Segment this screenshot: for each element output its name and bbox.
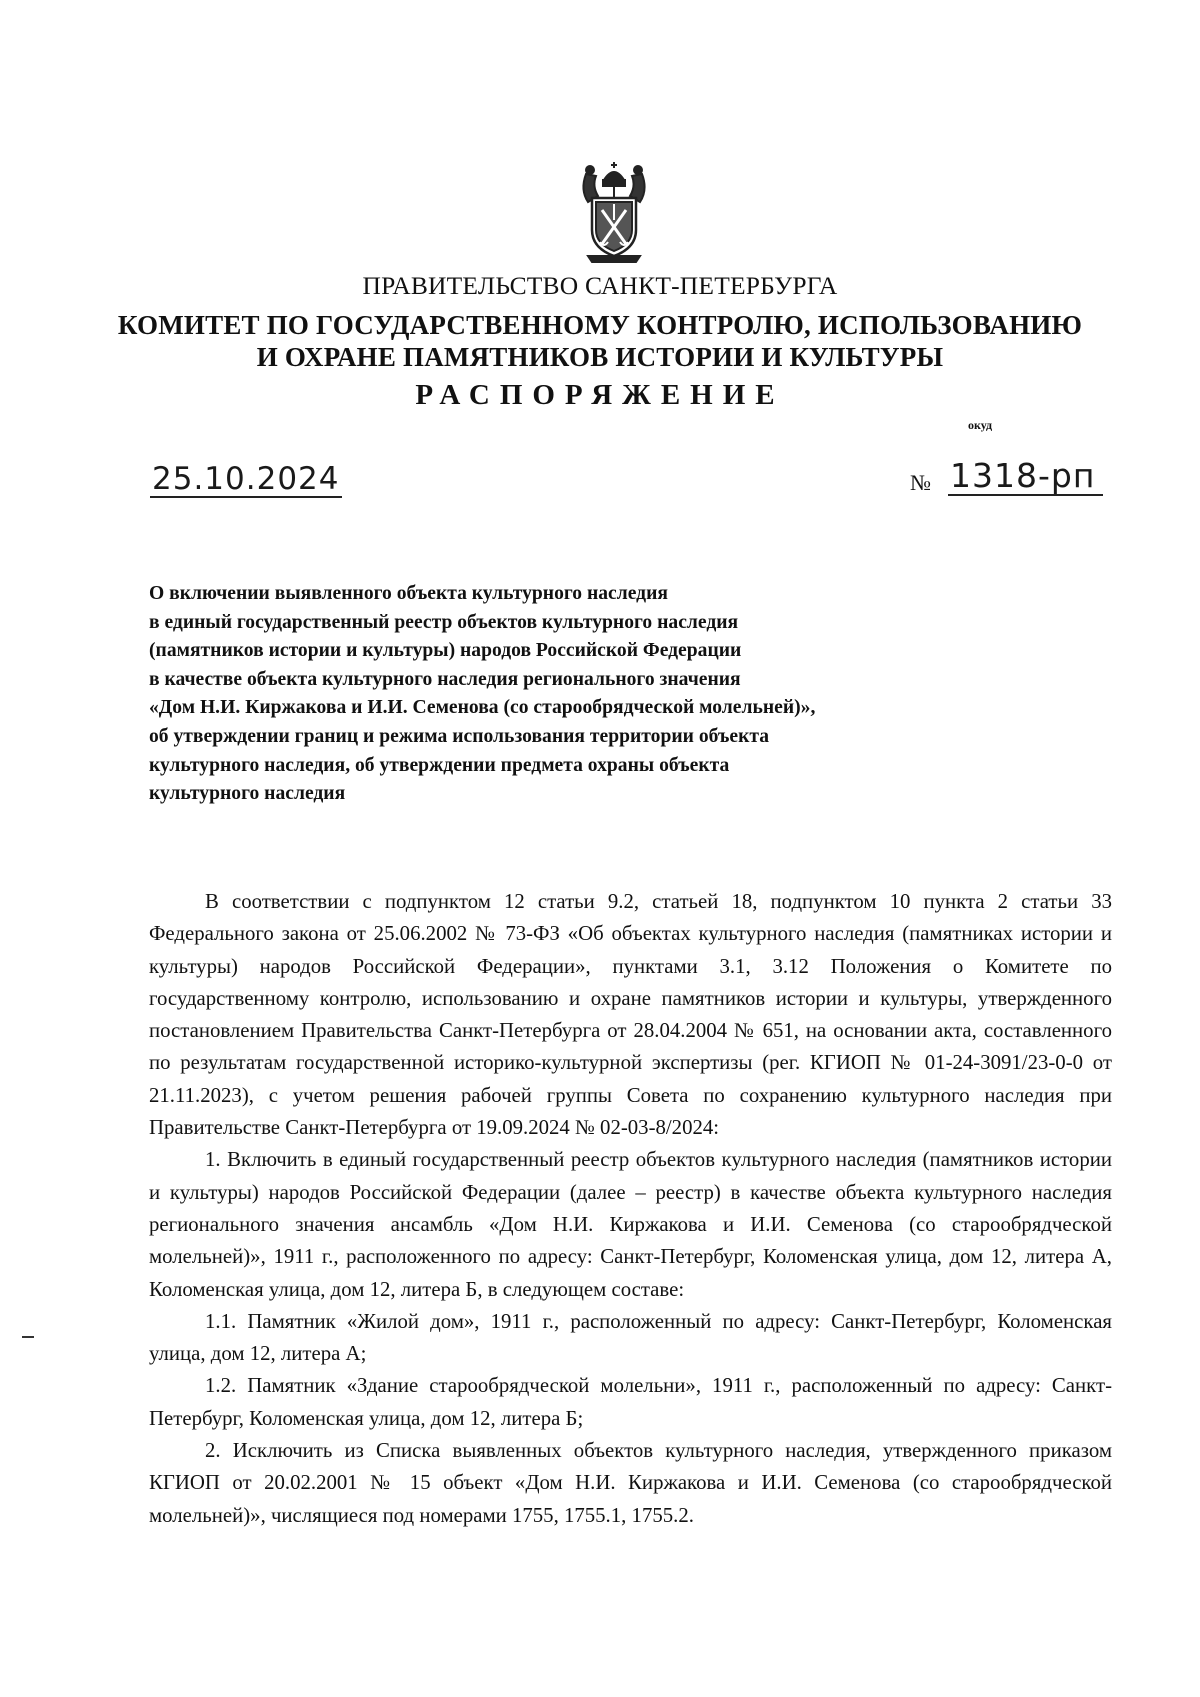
committee-name-line2: И ОХРАНЕ ПАМЯТНИКОВ ИСТОРИИ И КУЛЬТУРЫ	[256, 342, 944, 372]
body-paragraph-item-1: 1. Включить в единый государственный реестр объектов культурного наследия (памятников истории и культуры) народов Российской Федерации (далее – реестр) в качестве объекта культурного наследия регионального значения ансамбль «Дом Н.И. Киржакова и И.И. Семенова (со старообрядческой молельней)», 1911 г., расположенного по адресу: Санкт-Петербург, Коломенская улица, дом 12, литера А, Коломенская улица, дом 12, литера Б, в следующем составе:	[149, 1148, 1112, 1301]
document-number-label: №	[910, 470, 931, 495]
subject-line: в качестве объекта культурного наследия регионального значения	[149, 668, 741, 690]
okud-label: окуд	[968, 418, 993, 432]
document-date: 25.10.2024	[152, 461, 340, 497]
subject-line: об утверждении границ и режима использования территории объекта	[149, 725, 770, 747]
subject-line: культурного наследия	[149, 783, 346, 805]
subject-line: в единый государственный реестр объектов культурного наследия	[149, 611, 739, 633]
government-name: ПРАВИТЕЛЬСТВО САНКТ-ПЕТЕРБУРГА	[362, 271, 838, 300]
subject-line: культурного наследия, об утверждении предмета охраны объекта	[149, 754, 730, 776]
subject-line: «Дом Н.И. Киржакова и И.И. Семенова (со старообрядческой молельней)»,	[149, 697, 816, 719]
body-paragraph-item-2: 2. Исключить из Списка выявленных объектов культурного наследия, утвержденного приказом КГИОП от 20.02.2001 № 15 объект «Дом Н.И. Киржакова и И.И. Семенова (со старообрядческой молельней)», числящиеся под номерами 1755, 1755.1, 1755.2.	[149, 1439, 1112, 1527]
document-number: 1318-рп	[948, 458, 1103, 496]
body-paragraph-preamble: В соответствии с подпунктом 12 статьи 9.2, статьей 18, подпунктом 10 пункта 2 статьи 33 Федерального закона от 25.06.2002 № 73-ФЗ «Об объектах культурного наследия (памятниках истории и культуры) народов Российской Федерации», пунктами 3.1, 3.12 Положения о Комитете по государственному контролю, использованию и охране памятников истории и культуры, утвержденного постановлением Правительства Санкт-Петербурга от 28.04.2004 № 651, на основании акта, составленного по результатам государственной историко-культурной экспертизы (рег. КГИОП № 01-24-3091/23-0-0 от 21.11.2023), с учетом решения рабочей группы Совета по сохранению культурного наследия при Правительстве Санкт-Петербурга от 19.09.2024 № 02-03-8/2024:	[149, 890, 1112, 1140]
body-paragraph-item-1-2: 1.2. Памятник «Здание старообрядческой молельни», 1911 г., расположенный по адресу: Санкт-Петербург, Коломенская улица, дом 12, литера Б;	[149, 1374, 1112, 1430]
committee-name-line1: КОМИТЕТ ПО ГОСУДАРСТВЕННОМУ КОНТРОЛЮ, ИСПОЛЬЗОВАНИЮ	[117, 310, 1083, 340]
body-paragraph-item-1-1: 1.1. Памятник «Жилой дом», 1911 г., расположенный по адресу: Санкт-Петербург, Коломенская улица, дом 12, литера А;	[149, 1309, 1112, 1366]
document-type-title: РАСПОРЯЖЕНИЕ	[415, 379, 785, 411]
subject-line: (памятников истории и культуры) народов Российской Федерации	[149, 640, 742, 662]
margin-mark	[22, 1336, 34, 1338]
saint-petersburg-coat-of-arms-icon	[578, 160, 650, 265]
document-body	[149, 886, 1112, 1532]
subject-line: О включении выявленного объекта культурного наследия	[149, 583, 668, 604]
document-subject	[149, 580, 1049, 809]
